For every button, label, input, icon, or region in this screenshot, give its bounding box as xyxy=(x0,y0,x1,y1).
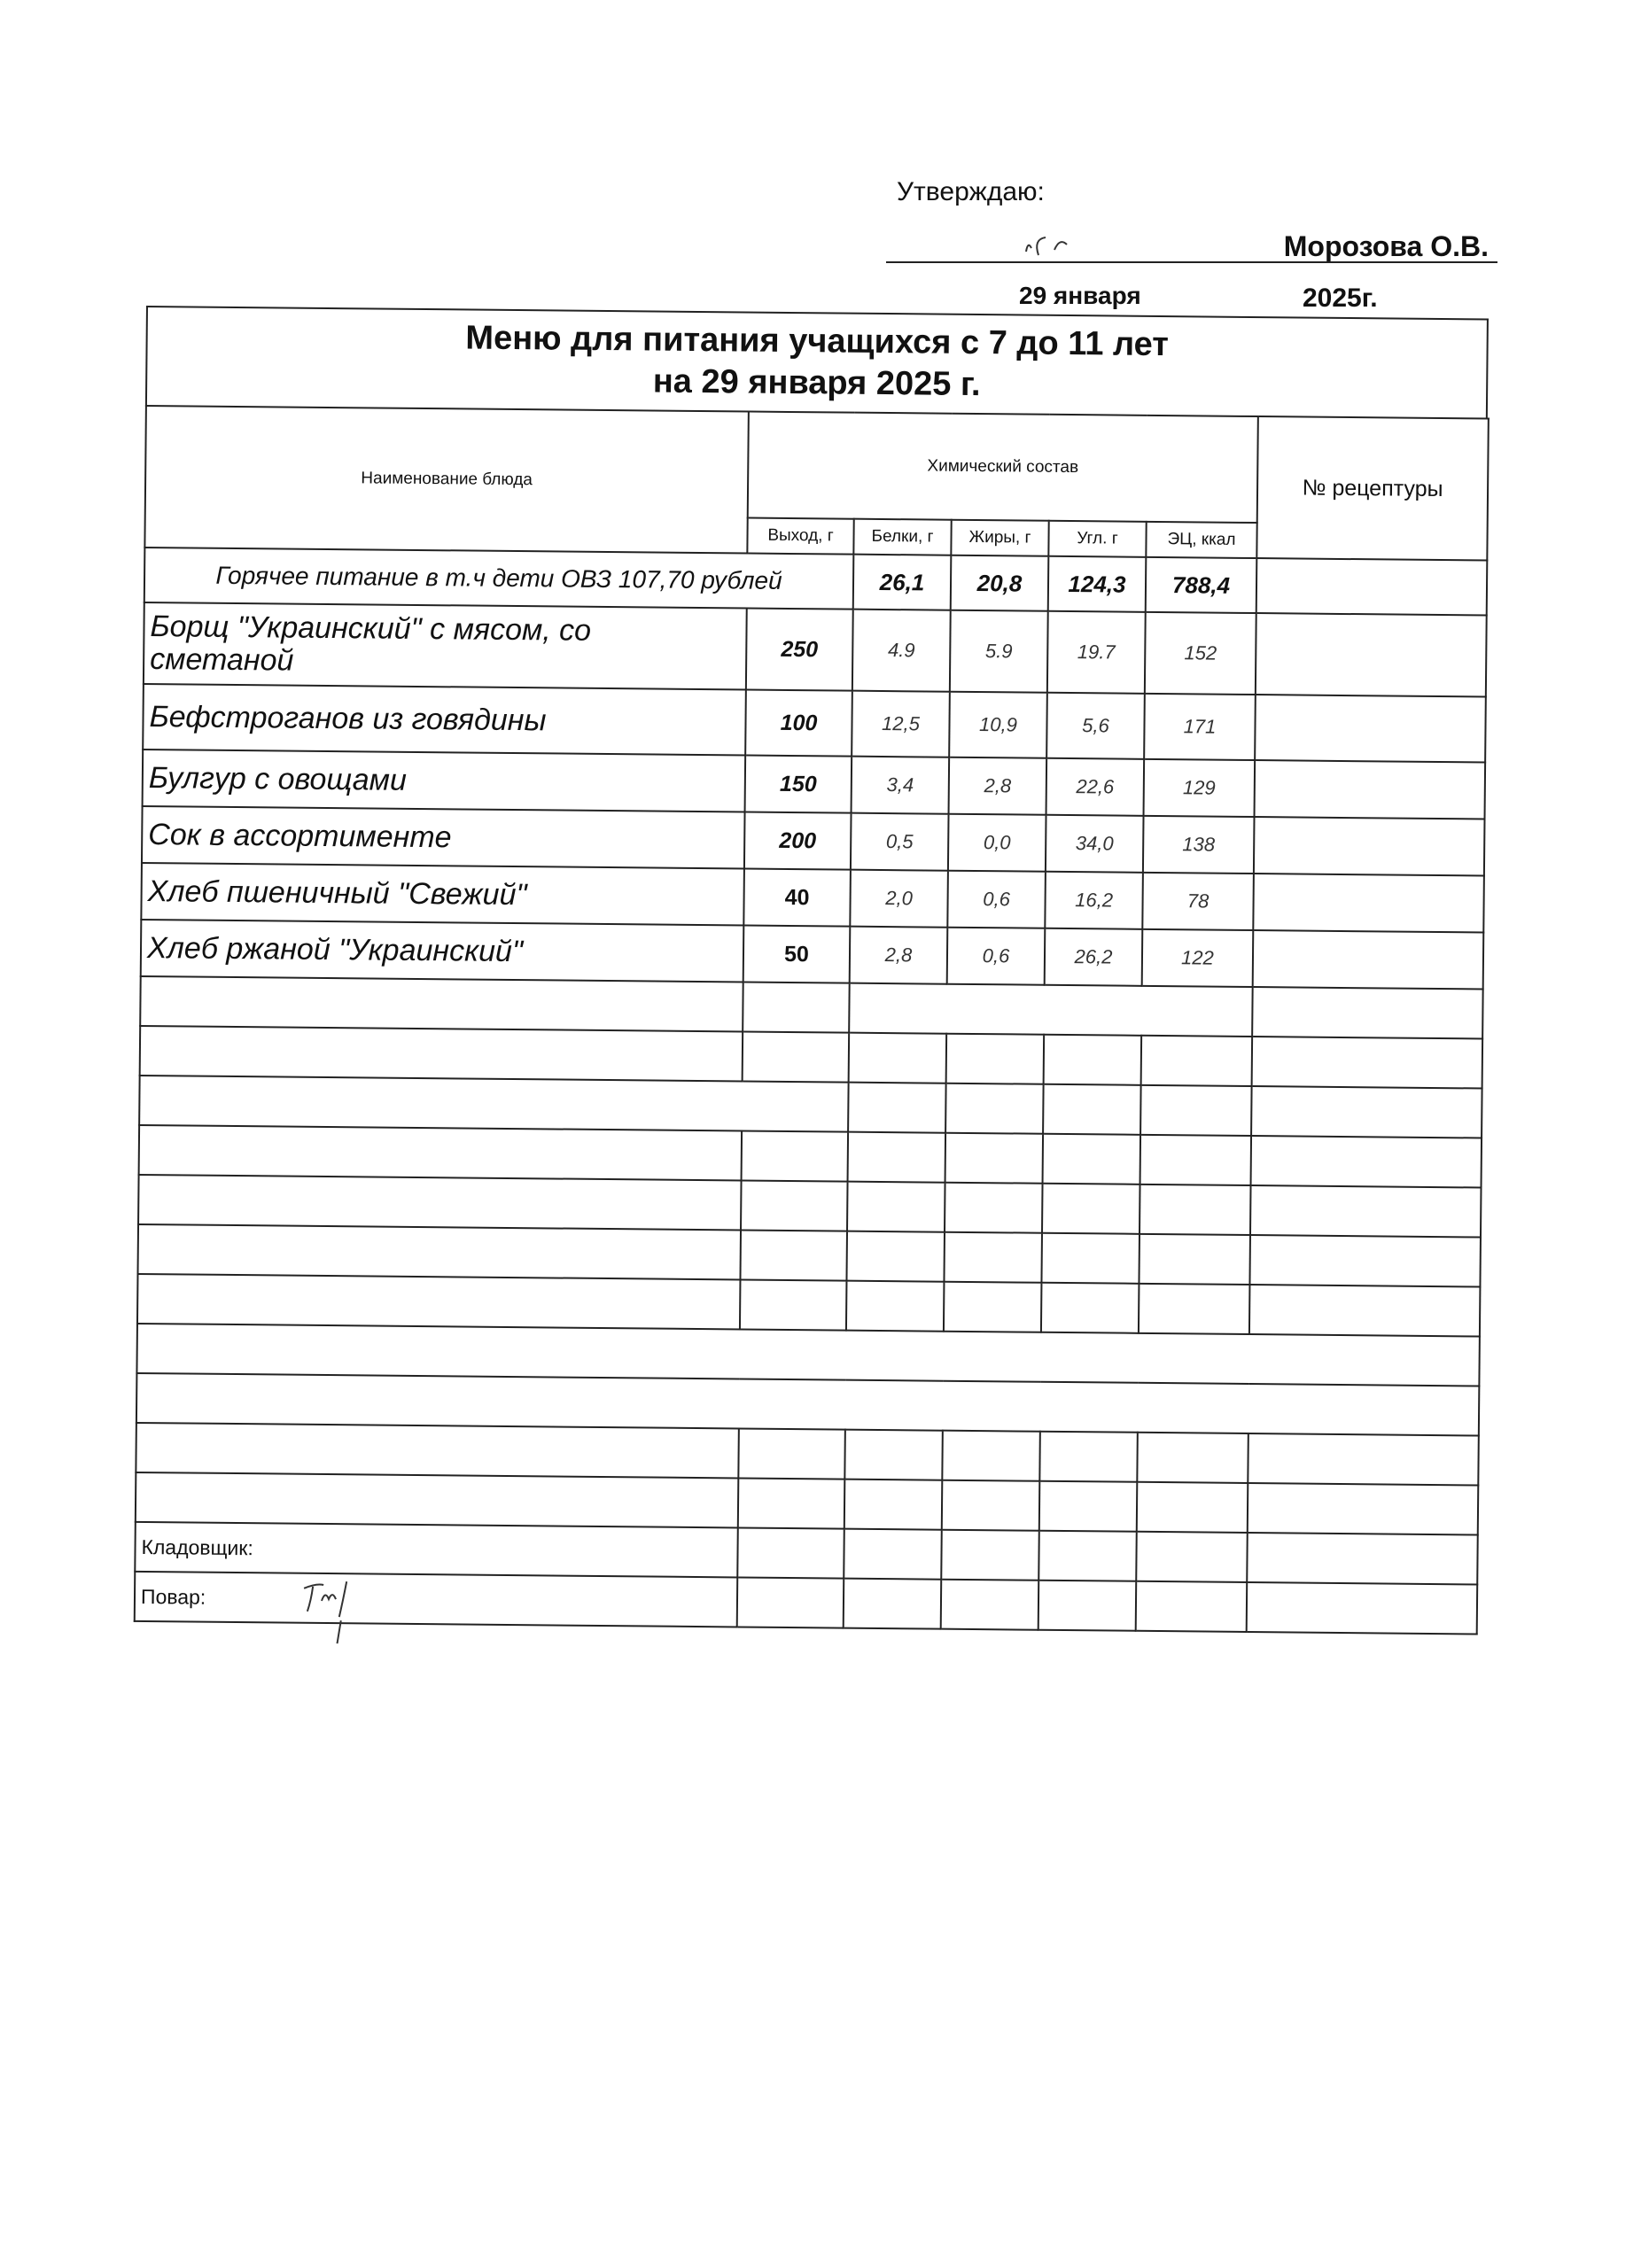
header-protein: Белки, г xyxy=(853,519,951,555)
table-row xyxy=(144,602,1487,697)
dish-output: 200 xyxy=(744,812,852,870)
approval-date: 29 января xyxy=(1019,282,1141,309)
header-recipe: № рецептуры xyxy=(1256,416,1489,560)
dish-energy: 171 xyxy=(1144,694,1256,760)
dish-recipe xyxy=(1255,760,1486,819)
dish-carbs: 19.7 xyxy=(1047,611,1146,694)
cook-cell xyxy=(135,1572,738,1627)
hot-fat: 20,8 xyxy=(951,555,1049,611)
dish-fat: 2,8 xyxy=(949,757,1047,815)
menu-sheet xyxy=(134,306,1489,1635)
approval-year: 2025г. xyxy=(1303,284,1378,313)
dish-name: Сок в ассортименте xyxy=(142,806,745,869)
menu-date-line: на 29 января 2025 г. xyxy=(652,362,981,404)
dish-output: 250 xyxy=(746,609,853,691)
storekeeper-label: Кладовщик: xyxy=(135,1522,738,1578)
dish-protein: 3,4 xyxy=(852,757,950,814)
approval-signature xyxy=(1019,225,1090,260)
dish-energy: 129 xyxy=(1144,759,1256,817)
dish-fat: 0,6 xyxy=(947,871,1046,928)
dish-protein: 0,5 xyxy=(851,813,949,871)
dish-name: Хлеб пшеничный "Свежий" xyxy=(141,863,744,926)
menu-title-box xyxy=(145,306,1489,418)
dish-recipe xyxy=(1255,695,1486,762)
menu-table xyxy=(134,405,1490,1635)
hot-protein: 26,1 xyxy=(853,555,952,610)
dish-protein: 12,5 xyxy=(852,691,950,757)
dish-carbs: 5,6 xyxy=(1046,693,1145,759)
cook-label: Повар: xyxy=(140,1584,206,1609)
dish-carbs: 16,2 xyxy=(1045,872,1143,929)
dish-energy: 152 xyxy=(1145,612,1256,695)
hot-meal-label: Горячее питание в т.ч дети ОВЗ 107,70 рублей xyxy=(144,548,854,610)
dish-name: Булгур с овощами xyxy=(143,750,746,812)
dish-protein: 2,0 xyxy=(850,870,948,928)
header-fat: Жиры, г xyxy=(951,520,1048,556)
dish-carbs: 26,2 xyxy=(1045,928,1143,986)
approver-name: Морозова О.В. xyxy=(1283,230,1489,262)
dish-carbs: 22,6 xyxy=(1046,758,1145,816)
cook-signature xyxy=(294,1569,393,1650)
dish-recipe xyxy=(1253,930,1484,989)
dish-recipe xyxy=(1253,874,1484,932)
dish-energy: 122 xyxy=(1142,929,1254,987)
header-energy: ЭЦ, ккал xyxy=(1146,522,1256,558)
dish-output: 100 xyxy=(745,690,852,757)
dish-fat: 0,0 xyxy=(948,814,1046,872)
dish-output: 40 xyxy=(743,869,851,927)
dish-output: 50 xyxy=(743,926,851,983)
dish-name: Бефстроганов из говядины xyxy=(143,684,746,756)
dish-energy: 138 xyxy=(1143,816,1255,874)
dish-name: Борщ "Украинский" с мясом, со сметаной xyxy=(144,602,747,690)
hot-energy: 788,4 xyxy=(1146,557,1257,613)
header-carbs: Угл. г xyxy=(1048,521,1146,557)
header-output: Выход, г xyxy=(747,518,853,555)
hot-recipe xyxy=(1256,558,1488,615)
dish-recipe xyxy=(1254,817,1485,875)
dish-energy: 78 xyxy=(1142,873,1254,930)
dish-fat: 0,6 xyxy=(947,928,1046,985)
approval-line xyxy=(886,261,1497,263)
dish-protein: 4.9 xyxy=(852,610,951,692)
dish-fat: 10,9 xyxy=(949,692,1047,758)
menu-title: Меню для питания учащихся с 7 до 11 лет xyxy=(465,319,1170,364)
approval-label: Утверждаю: xyxy=(897,177,1045,206)
header-composition: Химический состав xyxy=(748,412,1258,524)
dish-recipe xyxy=(1256,613,1487,696)
dish-name: Хлеб ржаной "Украинский" xyxy=(141,920,744,983)
dish-protein: 2,8 xyxy=(850,927,948,984)
header-dish: Наименование блюда xyxy=(144,406,749,554)
hot-carbs: 124,3 xyxy=(1048,556,1147,612)
dish-carbs: 34,0 xyxy=(1046,815,1144,873)
dish-output: 150 xyxy=(745,756,852,813)
dish-fat: 5.9 xyxy=(950,610,1048,693)
